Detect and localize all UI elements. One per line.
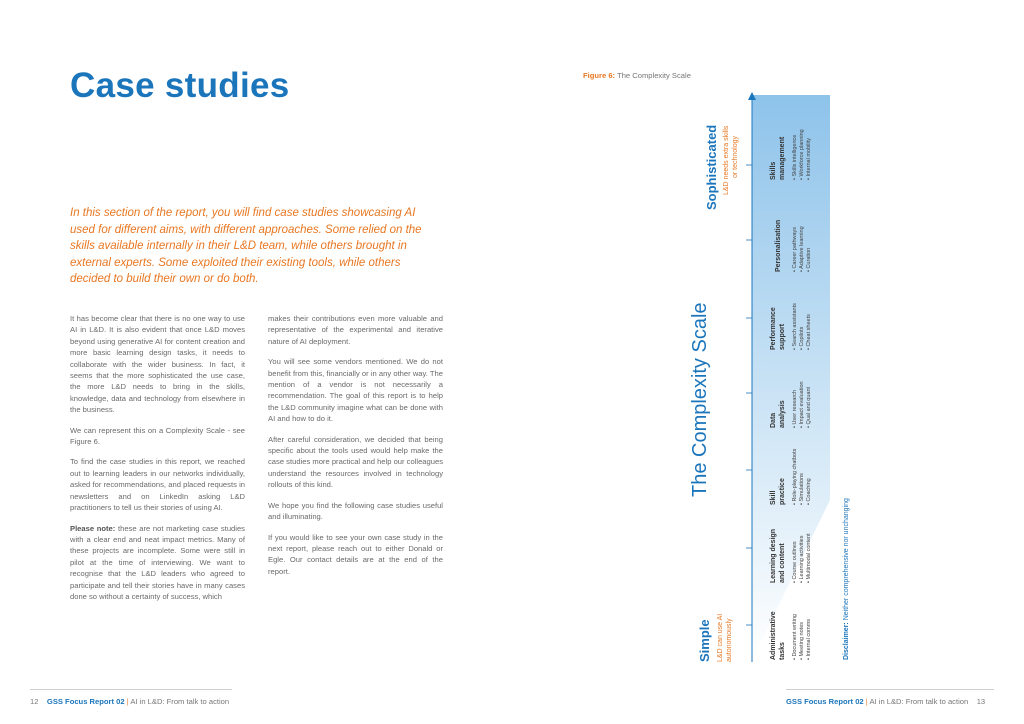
category-item: • Skills intelligence: [792, 134, 798, 180]
paragraph: We can represent this on a Complexity Scale - see Figure 6.: [70, 425, 245, 447]
paragraph: We hope you find the following case studies useful and illuminating.: [268, 500, 443, 522]
category-title: support: [779, 323, 786, 350]
category-title: analysis: [779, 400, 786, 428]
category-item: • Curation: [806, 247, 812, 272]
category-item: • Adaptive learning: [799, 226, 805, 272]
page-number: 12: [30, 697, 39, 706]
scale-steps: [746, 165, 752, 625]
category-title: management: [779, 136, 786, 180]
footer-right: [786, 697, 985, 706]
intro-text: In this section of the report, you will find case studies showcasing AI used for different aims, with different approaches. Some relied on the skills available internally in their L&D team, while others brought in external experts. Some exploited their existing tools, while others decided to build their own or do both.: [70, 207, 422, 285]
category-title: Personalisation: [775, 219, 782, 272]
category-title: Data: [770, 412, 777, 428]
paragraph: To find the case studies in this report, we reached out to learning leaders in our networks individually, asked for recommendations, and placed requests in newsletters and on LinkedIn asking L&D practitioners to tell us their stories of using AI.: [70, 457, 245, 513]
simple-label: Simple: [697, 619, 712, 662]
category-item: • Qual and quant: [806, 386, 812, 428]
report-subtitle: AI in L&D: From talk to action: [869, 697, 969, 706]
footer-rule: [786, 689, 994, 690]
category-item: • Copilots: [799, 326, 805, 350]
footer-separator: |: [865, 697, 868, 706]
category-title: Learning design: [770, 528, 777, 583]
category-item: • User research: [792, 390, 798, 428]
category-item: • Internal comms: [806, 618, 812, 660]
category-item: • Workforce planning: [799, 129, 805, 180]
category-item: • Search assistants: [792, 303, 798, 350]
category-item: • Role-playing chatbots: [792, 448, 798, 505]
sophisticated-sub1: L&D needs extra skills: [723, 125, 730, 195]
sophisticated-sub2: or technology: [732, 135, 739, 178]
paragraph: makes their contributions even more valuable and representative of the experimental and iterative nature of AI deployment.: [268, 314, 443, 346]
category-title: Performance: [770, 307, 777, 350]
category-item: • Career pathways: [792, 226, 798, 272]
page-title: Case studies: [70, 66, 290, 105]
report-name: GSS Focus Report 02: [786, 697, 864, 706]
category-item: • Impact evaluation: [799, 381, 805, 428]
paragraph: You will see some vendors mentioned. We do not benefit from this, financially or in any other way. The mention of a vendor is not necessarily a recommendation. The goal of this report is to help the L&D community imagine what can be done with AI and how to do it.: [268, 357, 443, 424]
disclaimer: [843, 498, 850, 660]
category-title: tasks: [779, 642, 786, 660]
simple-sub2: autonomously: [726, 618, 733, 662]
disclaimer-label: Disclaimer:: [843, 622, 850, 660]
gradient-band: [752, 95, 830, 660]
report-name: GSS Focus Report 02: [46, 697, 125, 706]
report-subtitle: AI in L&D: From talk to action: [130, 697, 230, 706]
category-item: • Document writing: [792, 614, 798, 660]
note-label: Please note:: [70, 523, 116, 533]
note-text: these are not marketing case studies with a clear end and neat impact metrics. Many of these projects are incomplete. Some were still in pilot at the time of interviewing. We want to recognise that the L&D leaders who agreed to participate and tell their stories have in many cases done so without a certainty of success, which: [70, 523, 245, 601]
category-item: • Multimodal content: [806, 533, 812, 583]
category-item: • Simulations: [799, 473, 805, 505]
category-item: • Cheat sheets: [806, 314, 812, 350]
category-title: Skills: [770, 161, 777, 180]
figure-title: The Complexity Scale: [617, 71, 691, 80]
paragraph: It has become clear that there is no one way to use AI in L&D. It is also evident that once L&D moves beyond using generative AI for content creation and more basic learning design tasks, it needs to collaborate with the wider business. In fact, it seems that the more sophisticated the use case, the more L&D needs to bring in the skills, knowledge, data and technology from elsewhere in the business.: [70, 314, 245, 415]
category-item: • Internal mobility: [806, 138, 812, 180]
category-title: and content: [779, 543, 786, 583]
category-item: • Course outlines: [792, 541, 798, 583]
sophisticated-label: Sophisticated: [704, 124, 719, 210]
category-title: Administrative: [770, 611, 777, 660]
category-item: • Coaching: [806, 478, 812, 505]
category-title: Skill: [770, 490, 777, 505]
paragraph: After careful consideration, we decided that being specific about the tools used would help make the case studies more practical and help our colleagues understand the resources involved in technology rollouts of this kind.: [268, 434, 443, 490]
footer-separator: |: [126, 697, 129, 706]
category-item: • Meeting notes: [799, 621, 805, 660]
simple-sub1: L&D can use AI: [717, 613, 724, 662]
figure-heading: The Complexity Scale: [689, 302, 711, 497]
figure-label: Figure 6:: [583, 71, 616, 80]
category-administrative: [770, 611, 812, 660]
disclaimer-text: Neither comprehensive nor unchanging: [843, 498, 850, 623]
paragraph: If you would like to see your own case study in the next report, please reach out to either Donald or Egle. Our contact details are at the end of the report.: [268, 532, 443, 576]
category-item: • Learning activities: [799, 535, 805, 583]
page-number: 13: [976, 697, 986, 706]
category-title: practice: [779, 478, 786, 505]
